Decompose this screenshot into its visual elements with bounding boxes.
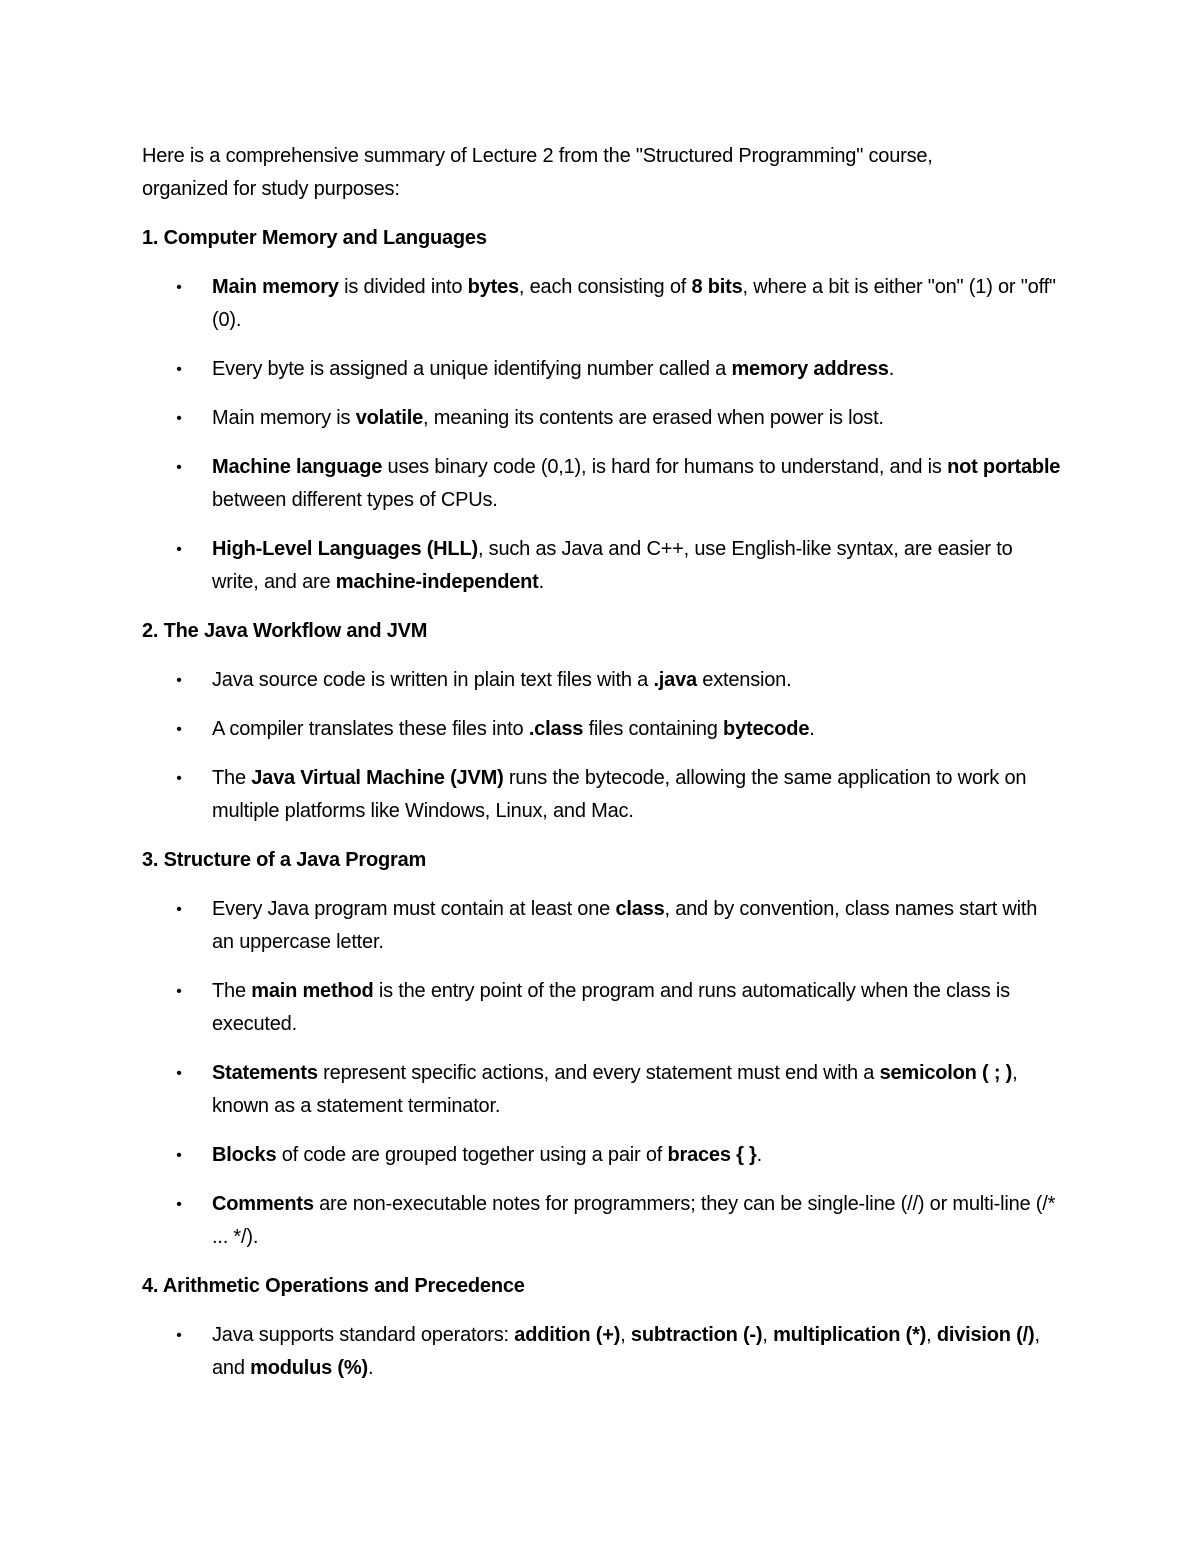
intro-paragraph [142, 140, 1062, 206]
text-run: Java source code is written in plain text files with a [212, 669, 654, 691]
text-run: , meaning its contents are erased when power is lost. [423, 407, 884, 429]
list-item [142, 1139, 1062, 1172]
bold-text: memory address [731, 358, 889, 380]
section-heading: 4. Arithmetic Operations and Precedence [142, 1275, 525, 1297]
text-run: . [888, 358, 895, 380]
text-run: , each consisting of [518, 276, 692, 298]
text-run: Every byte is assigned a unique identifying number called a [212, 358, 732, 380]
list-item [142, 664, 1062, 697]
bold-text: main method [251, 980, 374, 1002]
text-run: , [762, 1324, 774, 1346]
list-item [142, 1057, 1062, 1123]
bullet-icon: • [176, 721, 182, 738]
bold-text: .java [653, 669, 697, 691]
bullet-icon: • [176, 541, 182, 558]
bold-text: .class [528, 718, 584, 740]
bullet-icon: • [176, 901, 182, 918]
text-run: is divided into [338, 276, 468, 298]
text-run: , [926, 1324, 937, 1346]
list-item [142, 402, 1062, 435]
text-run: . [809, 718, 815, 740]
bold-text: Java Virtual Machine (JVM) [251, 767, 504, 789]
text-run: Java supports standard operators: [212, 1324, 515, 1346]
list-item [142, 893, 1062, 959]
text-run: , and by convention, class names start with an uppercase letter. [212, 898, 1038, 953]
list-item [142, 533, 1062, 599]
bold-text: subtraction (-) [630, 1324, 763, 1346]
bullet-icon: • [176, 672, 182, 689]
text-run: The [212, 767, 252, 789]
bold-text: Machine language [212, 456, 383, 478]
bullet-list [142, 271, 1062, 599]
bullet-icon: • [176, 1327, 182, 1344]
text-run: . [756, 1144, 763, 1166]
bullet-list [142, 1319, 1062, 1385]
text-run: . [538, 571, 544, 593]
document-page [142, 140, 1062, 1401]
section-heading: 2. The Java Workflow and JVM [142, 620, 428, 642]
section-heading: 1. Computer Memory and Languages [142, 227, 487, 249]
bold-text: Blocks [212, 1144, 277, 1166]
bold-text: Main memory [212, 276, 339, 298]
list-item [142, 1319, 1062, 1385]
bold-text: volatile [355, 407, 424, 429]
text-run: Main memory is [212, 407, 356, 429]
text-run: runs the bytecode, allowing the same application to work on multiple platforms like Windows, Linux, and Mac. [212, 767, 1027, 822]
bullet-list [142, 893, 1062, 1254]
text-run: , such as Java and C++, use English-like syntax, are easier to write, and are [212, 538, 1013, 593]
text-run: represent specific actions, and every statement must end with a [317, 1062, 880, 1084]
bold-text: bytecode [723, 718, 810, 740]
intro-line-2: organized for study purposes: [142, 178, 400, 200]
text-run: The [212, 980, 252, 1002]
bullet-list [142, 664, 1062, 828]
list-item [142, 271, 1062, 337]
text-run: uses binary code (0,1), is hard for humans to understand, and is [382, 456, 948, 478]
bold-text: High-Level Languages (HLL) [212, 538, 478, 560]
bold-text: division (/) [936, 1324, 1035, 1346]
text-run: , [620, 1324, 631, 1346]
text-run: between different types of CPUs. [212, 489, 498, 511]
list-item [142, 353, 1062, 386]
list-item [142, 762, 1062, 828]
text-run: are non-executable notes for programmers; they can be single-line (//) or multi-line (/* ... */). [212, 1193, 1056, 1248]
text-run: . [367, 1357, 374, 1379]
bold-text: class [615, 898, 665, 920]
list-item [142, 451, 1062, 517]
bold-text: bytes [467, 276, 519, 298]
intro-line-1: Here is a comprehensive summary of Lecture 2 from the "Structured Programming" course, [142, 145, 933, 167]
bullet-icon: • [176, 410, 182, 427]
bullet-icon: • [176, 1065, 182, 1082]
bold-text: addition (+) [514, 1324, 621, 1346]
list-item [142, 1188, 1062, 1254]
bold-text: not portable [947, 456, 1061, 478]
text-run: A compiler translates these files into [212, 718, 529, 740]
bullet-icon: • [176, 279, 182, 296]
text-run: Every Java program must contain at least one [212, 898, 616, 920]
bullet-icon: • [176, 459, 182, 476]
bold-text: machine-independent [335, 571, 539, 593]
bold-text: Statements [212, 1062, 318, 1084]
text-run: of code are grouped together using a pair of [276, 1144, 668, 1166]
section-heading: 3. Structure of a Java Program [142, 849, 427, 871]
bullet-icon: • [176, 1147, 182, 1164]
list-item [142, 713, 1062, 746]
bold-text: multiplication (*) [773, 1324, 927, 1346]
list-item [142, 975, 1062, 1041]
text-run: is the entry point of the program and runs automatically when the class is executed. [212, 980, 1010, 1035]
sections-container [142, 222, 1062, 1385]
text-run: files containing [583, 718, 724, 740]
bullet-icon: • [176, 1196, 182, 1213]
bold-text: braces { } [667, 1144, 757, 1166]
text-run: , and [212, 1324, 1040, 1379]
text-run: , where a bit is either "on" (1) or "off" (0). [212, 276, 1056, 331]
bold-text: 8 bits [691, 276, 743, 298]
text-run: , known as a statement terminator. [212, 1062, 1018, 1117]
bold-text: semicolon ( ; ) [879, 1062, 1013, 1084]
bold-text: Comments [212, 1193, 314, 1215]
bullet-icon: • [176, 983, 182, 1000]
bold-text: modulus (%) [250, 1357, 368, 1379]
bullet-icon: • [176, 770, 182, 787]
bullet-icon: • [176, 361, 182, 378]
text-run: extension. [696, 669, 792, 691]
